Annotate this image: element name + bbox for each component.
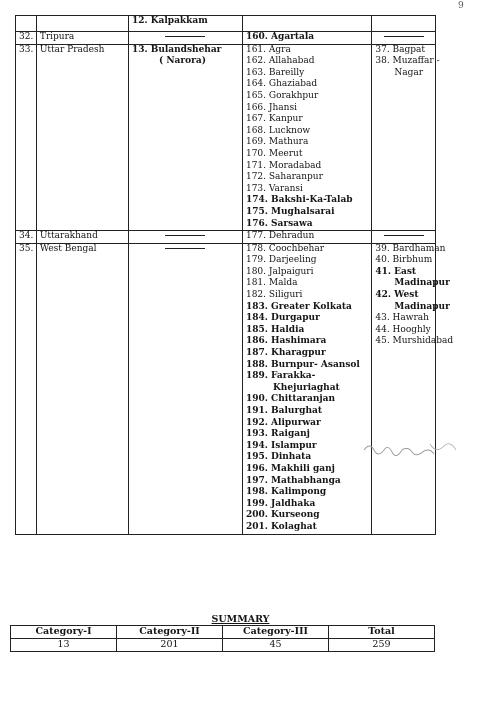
serial-cell: 34. bbox=[16, 231, 37, 244]
category-2-item: Khejuriaghat bbox=[272, 382, 340, 393]
state-cell: Tripura bbox=[36, 32, 128, 45]
category-2-cell bbox=[242, 16, 371, 32]
category-2-item: 185. Haldia bbox=[245, 324, 305, 335]
category-2-item: 164. Ghaziabad bbox=[245, 79, 318, 90]
category-2-item: 166. Jhansi bbox=[245, 102, 297, 113]
category-3-cell bbox=[372, 231, 436, 244]
dash-line bbox=[165, 36, 205, 37]
table-row bbox=[16, 16, 436, 32]
category-2-item: 180. Jalpaiguri bbox=[245, 266, 314, 277]
summary-value-cell: 259 bbox=[329, 639, 435, 652]
summary-title: SUMMARY bbox=[211, 614, 270, 625]
category-1-item: ( Narora) bbox=[158, 56, 206, 67]
summary-header-cell: Total bbox=[329, 626, 435, 639]
summary-value-cell: 13 bbox=[11, 639, 117, 652]
state-cell bbox=[36, 16, 128, 32]
category-2-cell bbox=[242, 243, 371, 534]
category-2-item: 160. Agartala bbox=[245, 32, 315, 42]
category-2-item: 201. Kolaghat bbox=[245, 521, 317, 532]
category-2-item: 170. Meerut bbox=[245, 148, 303, 159]
category-1-item: 13. Bulandshehar bbox=[131, 44, 222, 55]
state-cell: Uttar Pradesh bbox=[36, 44, 128, 231]
serial-cell: 33. bbox=[16, 44, 37, 231]
category-2-item: 169. Mathura bbox=[245, 137, 309, 148]
category-3-item: Madinapur bbox=[394, 278, 450, 289]
category-2-item: 195. Dinhata bbox=[245, 452, 312, 463]
dash-line bbox=[384, 36, 424, 37]
category-2-item: 181. Malda bbox=[245, 278, 298, 289]
category-3-item: 39. Bardhaman bbox=[375, 243, 446, 254]
category-2-item: 162. Allahabad bbox=[245, 56, 315, 67]
serial-cell: 32. bbox=[16, 32, 37, 45]
category-2-item: 198. Kalimpong bbox=[245, 487, 327, 498]
category-2-item: 167. Kanpur bbox=[245, 114, 303, 125]
handwritten-mark bbox=[360, 436, 470, 466]
category-1-cell bbox=[128, 16, 242, 32]
category-3-item: 41. East bbox=[375, 266, 417, 277]
summary-header-row bbox=[11, 626, 435, 639]
category-2-item: 163. Bareilly bbox=[245, 67, 305, 78]
category-3-item: 44. Hooghly bbox=[375, 324, 431, 335]
summary-header-cell: Category-II bbox=[117, 626, 223, 639]
state-cell: West Bengal bbox=[36, 243, 128, 534]
category-2-item: 175. Mughalsarai bbox=[245, 206, 335, 217]
category-2-item: 161. Agra bbox=[245, 44, 291, 55]
category-3-cell bbox=[372, 243, 454, 534]
category-2-item: 176. Sarsawa bbox=[245, 218, 313, 229]
serial-cell bbox=[16, 16, 37, 32]
category-3-cell bbox=[372, 32, 436, 45]
category-2-item: 199. Jaldhaka bbox=[245, 498, 316, 509]
category-2-item: 173. Varansi bbox=[245, 183, 303, 194]
category-2-item: 200. Kurseong bbox=[245, 510, 320, 521]
summary-value-cell: 45 bbox=[223, 639, 329, 652]
serial-cell: 35. bbox=[16, 243, 37, 534]
summary-value-cell: 201 bbox=[117, 639, 223, 652]
summary-value-row bbox=[11, 639, 435, 652]
category-2-item: 183. Greater Kolkata bbox=[245, 301, 352, 312]
category-2-item: 197. Mathabhanga bbox=[245, 475, 341, 486]
category-3-item: 40. Birbhum bbox=[375, 255, 433, 266]
category-3-cell bbox=[372, 44, 440, 231]
category-3-item: 42. West bbox=[375, 290, 419, 301]
category-2-item: 177. Dehradun bbox=[245, 231, 315, 242]
category-3-item: Nagar bbox=[394, 67, 424, 78]
page-number: 9 bbox=[458, 1, 464, 11]
category-2-item: 194. Islampur bbox=[245, 440, 317, 451]
category-3-item: Madinapur bbox=[394, 301, 450, 312]
table-row bbox=[16, 231, 436, 244]
category-2-item: 179. Darjeeling bbox=[245, 255, 317, 266]
category-3-item: 43. Hawrah bbox=[375, 313, 429, 324]
category-3-item: 38. Muzaffar - bbox=[375, 56, 440, 67]
state-cell: Uttarakhand bbox=[36, 231, 128, 244]
category-2-item: 196. Makhili ganj bbox=[245, 463, 335, 474]
category-2-cell bbox=[242, 44, 371, 231]
category-2-cell bbox=[242, 231, 371, 244]
category-2-item: 178. Coochbehar bbox=[245, 243, 324, 254]
category-2-item: 186. Hashimara bbox=[245, 336, 327, 347]
summary-table bbox=[10, 625, 435, 652]
category-2-item: 165. Gorakhpur bbox=[245, 90, 319, 101]
category-2-item: 172. Saharanpur bbox=[245, 172, 323, 183]
table-row bbox=[16, 32, 436, 45]
category-1-cell bbox=[128, 44, 242, 231]
category-1-cell bbox=[128, 231, 242, 244]
dash-line bbox=[165, 248, 205, 249]
category-2-item: 182. Siliguri bbox=[245, 290, 303, 301]
category-3-item: 45. Murshidabad bbox=[375, 336, 454, 347]
category-2-item: 193. Raiganj bbox=[245, 429, 310, 440]
table-row bbox=[16, 44, 436, 231]
summary-header-cell: Category-III bbox=[223, 626, 329, 639]
category-1-cell bbox=[128, 243, 242, 534]
dash-line bbox=[384, 235, 424, 236]
dash-line bbox=[165, 235, 205, 236]
category-3-cell bbox=[372, 16, 436, 32]
category-2-item: 191. Balurghat bbox=[245, 406, 323, 416]
summary-header-cell: Category-I bbox=[11, 626, 117, 639]
category-2-item: 171. Moradabad bbox=[245, 160, 322, 171]
category-2-item: 174. Bakshi-Ka-Talab bbox=[245, 195, 353, 206]
category-2-item: 187. Kharagpur bbox=[245, 348, 326, 359]
category-2-item: 192. Alipurwar bbox=[245, 417, 321, 428]
category-2-item: 189. Farakka- bbox=[245, 371, 316, 382]
category-2-item: 184. Durgapur bbox=[245, 313, 320, 324]
category-2-item: 190. Chittaranjan bbox=[245, 394, 336, 405]
category-3-item: 37. Bagpat bbox=[375, 44, 426, 55]
category-2-item: 168. Lucknow bbox=[245, 125, 311, 136]
table-row bbox=[16, 243, 436, 534]
category-1-item: 12. Kalpakkam bbox=[131, 16, 208, 26]
category-2-cell bbox=[242, 32, 371, 45]
category-1-cell bbox=[128, 32, 242, 45]
category-2-item: 188. Burnpur- Asansol bbox=[245, 359, 360, 370]
